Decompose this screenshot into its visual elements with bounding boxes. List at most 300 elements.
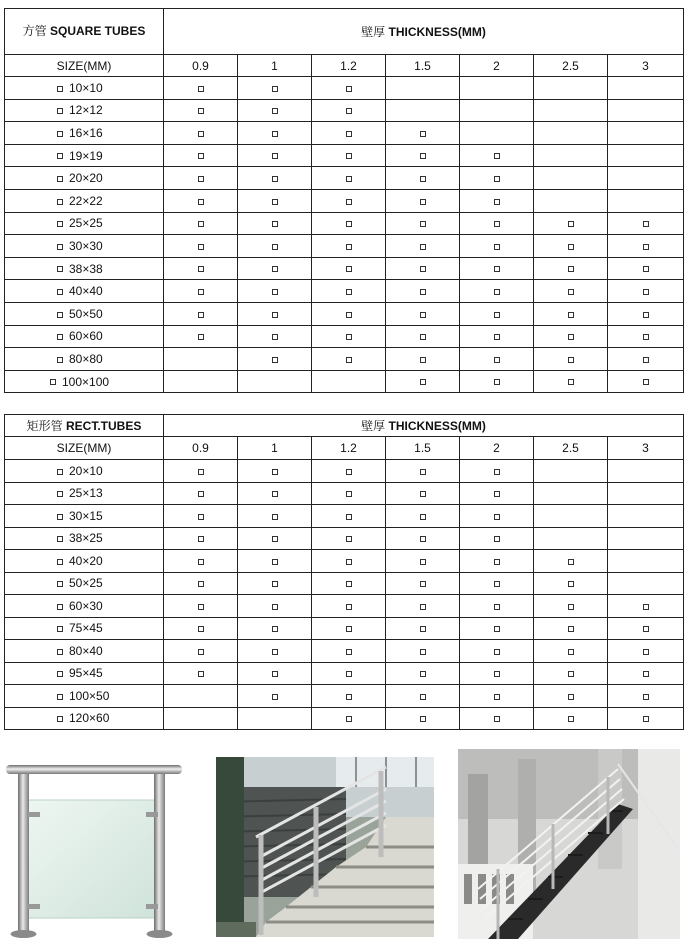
availability-cell: [386, 257, 460, 280]
availability-cell: [238, 640, 312, 663]
size-label: 38×25: [69, 531, 103, 546]
availability-cell: [534, 370, 608, 393]
size-label: 20×20: [69, 171, 103, 186]
checkbox-icon: [568, 357, 574, 363]
glass-railing-photo: [4, 754, 182, 943]
availability-cell: [460, 572, 534, 595]
availability-cell: [386, 527, 460, 550]
availability-cell: [534, 167, 608, 190]
checkbox-icon: [272, 153, 278, 159]
availability-cell: [608, 235, 684, 258]
checkbox-icon: [494, 357, 500, 363]
size-cell: [5, 662, 164, 685]
availability-cell: [164, 550, 238, 573]
size-label: 25×25: [69, 216, 103, 231]
availability-cell: [534, 640, 608, 663]
size-cell: [5, 144, 164, 167]
table-row: [5, 527, 684, 550]
table-row: [5, 617, 684, 640]
table-row: [5, 122, 684, 145]
table-row: [5, 662, 684, 685]
checkbox-icon: [198, 153, 204, 159]
availability-cell: [386, 77, 460, 100]
square-thickness-col-5: 2.5: [534, 55, 608, 77]
availability-cell: [238, 167, 312, 190]
availability-cell: [312, 122, 386, 145]
checkbox-icon: [198, 221, 204, 227]
checkbox-icon: [420, 131, 426, 137]
size-label: 38×38: [69, 261, 103, 276]
availability-cell: [164, 212, 238, 235]
table-row: [5, 505, 684, 528]
availability-cell: [238, 280, 312, 303]
checkbox-icon: [643, 312, 649, 318]
checkbox-icon: [57, 86, 63, 92]
checkbox-icon: [494, 176, 500, 182]
availability-cell: [312, 460, 386, 483]
checkbox-icon: [420, 716, 426, 722]
availability-cell: [386, 460, 460, 483]
checkbox-icon: [643, 334, 649, 340]
checkbox-icon: [272, 131, 278, 137]
checkbox-icon: [346, 108, 352, 114]
checkbox-icon: [198, 289, 204, 295]
checkbox-icon: [198, 244, 204, 250]
size-cell: [5, 302, 164, 325]
rect-thickness-en: THICKNESS(MM): [388, 419, 486, 433]
checkbox-icon: [420, 357, 426, 363]
availability-cell: [608, 482, 684, 505]
availability-cell: [164, 482, 238, 505]
checkbox-icon: [643, 716, 649, 722]
checkbox-icon: [420, 334, 426, 340]
square-tubes-title: [5, 9, 164, 55]
rect-thickness-col-3: 1.5: [386, 437, 460, 460]
availability-cell: [460, 325, 534, 348]
checkbox-icon: [420, 604, 426, 610]
checkbox-icon: [198, 514, 204, 520]
availability-cell: [238, 257, 312, 280]
checkbox-icon: [272, 86, 278, 92]
checkbox-icon: [272, 334, 278, 340]
checkbox-icon: [420, 379, 426, 385]
availability-cell: [164, 460, 238, 483]
square-thickness-col-0: 0.9: [164, 55, 238, 77]
checkbox-icon: [568, 671, 574, 677]
checkbox-icon: [198, 469, 204, 475]
size-label: 60×60: [69, 329, 103, 344]
availability-cell: [386, 482, 460, 505]
checkbox-icon: [494, 266, 500, 272]
availability-cell: [534, 460, 608, 483]
availability-cell: [534, 662, 608, 685]
square-thickness-header: [164, 9, 684, 55]
availability-cell: [164, 167, 238, 190]
availability-cell: [608, 302, 684, 325]
table-row: [5, 595, 684, 618]
checkbox-icon: [494, 491, 500, 497]
size-label: 22×22: [69, 193, 103, 208]
availability-cell: [460, 99, 534, 122]
checkbox-icon: [346, 244, 352, 250]
checkbox-icon: [57, 176, 63, 182]
checkbox-icon: [346, 716, 352, 722]
availability-cell: [164, 527, 238, 550]
availability-cell: [312, 325, 386, 348]
availability-cell: [534, 189, 608, 212]
checkbox-icon: [272, 604, 278, 610]
checkbox-icon: [57, 108, 63, 114]
availability-cell: [312, 77, 386, 100]
checkbox-icon: [494, 334, 500, 340]
checkbox-icon: [57, 694, 63, 700]
checkbox-icon: [643, 244, 649, 250]
checkbox-icon: [494, 153, 500, 159]
availability-cell: [460, 550, 534, 573]
checkbox-icon: [346, 199, 352, 205]
availability-cell: [386, 167, 460, 190]
checkbox-icon: [494, 469, 500, 475]
availability-cell: [386, 302, 460, 325]
availability-cell: [534, 617, 608, 640]
square-thickness-col-1: 1: [238, 55, 312, 77]
checkbox-icon: [198, 312, 204, 318]
checkbox-icon: [420, 626, 426, 632]
availability-cell: [608, 595, 684, 618]
availability-cell: [460, 212, 534, 235]
checkbox-icon: [198, 86, 204, 92]
availability-cell: [164, 325, 238, 348]
checkbox-icon: [568, 626, 574, 632]
availability-cell: [534, 595, 608, 618]
availability-cell: [534, 482, 608, 505]
availability-cell: [608, 527, 684, 550]
size-cell: [5, 122, 164, 145]
availability-cell: [608, 167, 684, 190]
size-cell: [5, 707, 164, 730]
checkbox-icon: [198, 176, 204, 182]
availability-cell: [386, 685, 460, 708]
checkbox-icon: [420, 176, 426, 182]
availability-cell: [534, 302, 608, 325]
availability-cell: [312, 348, 386, 371]
availability-cell: [386, 707, 460, 730]
size-label: 75×45: [69, 621, 103, 636]
checkbox-icon: [57, 671, 63, 677]
size-label: 12×12: [69, 103, 103, 118]
availability-cell: [608, 640, 684, 663]
checkbox-icon: [198, 559, 204, 565]
availability-cell: [238, 348, 312, 371]
checkbox-icon: [420, 289, 426, 295]
availability-cell: [238, 77, 312, 100]
checkbox-icon: [272, 694, 278, 700]
availability-cell: [386, 662, 460, 685]
availability-cell: [164, 77, 238, 100]
checkbox-icon: [420, 221, 426, 227]
availability-cell: [312, 167, 386, 190]
checkbox-icon: [346, 312, 352, 318]
availability-cell: [460, 280, 534, 303]
checkbox-icon: [272, 649, 278, 655]
size-label: 30×15: [69, 508, 103, 523]
square-thickness-col-6: 3: [608, 55, 684, 77]
checkbox-icon: [198, 626, 204, 632]
checkbox-icon: [568, 289, 574, 295]
checkbox-icon: [272, 108, 278, 114]
availability-cell: [386, 550, 460, 573]
availability-cell: [534, 144, 608, 167]
availability-cell: [608, 685, 684, 708]
table-row: [5, 167, 684, 190]
table-row: [5, 77, 684, 100]
size-cell: [5, 167, 164, 190]
availability-cell: [608, 189, 684, 212]
availability-cell: [312, 527, 386, 550]
availability-cell: [460, 370, 534, 393]
availability-cell: [312, 482, 386, 505]
availability-cell: [534, 280, 608, 303]
availability-cell: [386, 370, 460, 393]
checkbox-icon: [568, 312, 574, 318]
size-label: 95×45: [69, 666, 103, 681]
size-label: 80×40: [69, 643, 103, 658]
table-row: [5, 99, 684, 122]
checkbox-icon: [57, 559, 63, 565]
checkbox-icon: [346, 131, 352, 137]
availability-cell: [238, 122, 312, 145]
availability-cell: [608, 122, 684, 145]
availability-cell: [164, 685, 238, 708]
availability-cell: [164, 280, 238, 303]
availability-cell: [608, 325, 684, 348]
checkbox-icon: [643, 289, 649, 295]
size-label: 20×10: [69, 463, 103, 478]
checkbox-icon: [494, 244, 500, 250]
size-label: 100×50: [69, 688, 110, 703]
size-cell: [5, 640, 164, 663]
size-label: 16×16: [69, 125, 103, 140]
availability-cell: [312, 212, 386, 235]
rect-title-cn: 矩形管: [26, 419, 63, 433]
availability-cell: [608, 617, 684, 640]
availability-cell: [312, 99, 386, 122]
table-row: [5, 707, 684, 730]
availability-cell: [164, 595, 238, 618]
table-row: [5, 144, 684, 167]
rect-tubes-table: [4, 414, 684, 730]
size-cell: [5, 572, 164, 595]
availability-cell: [164, 572, 238, 595]
availability-cell: [608, 662, 684, 685]
availability-cell: [312, 280, 386, 303]
checkbox-icon: [420, 491, 426, 497]
square-thickness-col-4: 2: [460, 55, 534, 77]
checkbox-icon: [346, 514, 352, 520]
rect-thickness-col-6: 3: [608, 437, 684, 460]
availability-cell: [164, 707, 238, 730]
availability-cell: [164, 122, 238, 145]
availability-cell: [534, 77, 608, 100]
availability-cell: [386, 280, 460, 303]
availability-cell: [312, 257, 386, 280]
checkbox-icon: [420, 153, 426, 159]
rect-thickness-col-0: 0.9: [164, 437, 238, 460]
availability-cell: [534, 550, 608, 573]
checkbox-icon: [198, 131, 204, 137]
checkbox-icon: [346, 649, 352, 655]
table-row: [5, 482, 684, 505]
checkbox-icon: [420, 581, 426, 587]
checkbox-icon: [272, 536, 278, 542]
availability-cell: [460, 595, 534, 618]
availability-cell: [386, 617, 460, 640]
checkbox-icon: [198, 108, 204, 114]
size-label: 19×19: [69, 148, 103, 163]
checkbox-icon: [57, 199, 63, 205]
size-cell: [5, 235, 164, 258]
checkbox-icon: [272, 176, 278, 182]
checkbox-icon: [494, 536, 500, 542]
availability-cell: [386, 99, 460, 122]
checkbox-icon: [272, 244, 278, 250]
checkbox-icon: [57, 626, 63, 632]
availability-cell: [534, 122, 608, 145]
availability-cell: [460, 505, 534, 528]
availability-cell: [312, 572, 386, 595]
size-cell: [5, 505, 164, 528]
table-row: [5, 460, 684, 483]
availability-cell: [164, 302, 238, 325]
availability-cell: [312, 235, 386, 258]
availability-cell: [238, 235, 312, 258]
checkbox-icon: [346, 671, 352, 677]
checkbox-icon: [57, 266, 63, 272]
checkbox-icon: [272, 559, 278, 565]
checkbox-icon: [494, 581, 500, 587]
checkbox-icon: [198, 334, 204, 340]
checkbox-icon: [272, 671, 278, 677]
checkbox-icon: [420, 244, 426, 250]
checkbox-icon: [643, 604, 649, 610]
availability-cell: [534, 707, 608, 730]
availability-cell: [608, 707, 684, 730]
availability-cell: [238, 99, 312, 122]
checkbox-icon: [346, 626, 352, 632]
checkbox-icon: [198, 199, 204, 205]
availability-cell: [238, 572, 312, 595]
checkbox-icon: [568, 649, 574, 655]
checkbox-icon: [494, 559, 500, 565]
size-cell: [5, 617, 164, 640]
checkbox-icon: [643, 626, 649, 632]
availability-cell: [608, 505, 684, 528]
availability-cell: [238, 685, 312, 708]
availability-cell: [460, 707, 534, 730]
checkbox-icon: [420, 694, 426, 700]
rect-thickness-col-5: 2.5: [534, 437, 608, 460]
checkbox-icon: [420, 312, 426, 318]
availability-cell: [386, 348, 460, 371]
size-label: 100×100: [62, 374, 110, 389]
square-thickness-cn: 壁厚: [361, 25, 386, 39]
availability-cell: [238, 370, 312, 393]
checkbox-icon: [272, 581, 278, 587]
checkbox-icon: [643, 266, 649, 272]
table-row: [5, 189, 684, 212]
size-cell: [5, 280, 164, 303]
rect-title-en: RECT.TUBES: [66, 419, 142, 433]
availability-cell: [534, 212, 608, 235]
product-photos: [0, 748, 685, 943]
availability-cell: [460, 189, 534, 212]
availability-cell: [312, 662, 386, 685]
availability-cell: [608, 460, 684, 483]
checkbox-icon: [494, 604, 500, 610]
size-cell: [5, 460, 164, 483]
availability-cell: [312, 640, 386, 663]
availability-cell: [386, 235, 460, 258]
availability-cell: [312, 302, 386, 325]
availability-cell: [164, 144, 238, 167]
checkbox-icon: [57, 716, 63, 722]
checkbox-icon: [568, 559, 574, 565]
checkbox-icon: [568, 334, 574, 340]
checkbox-icon: [346, 176, 352, 182]
availability-cell: [460, 167, 534, 190]
size-label: 10×10: [69, 80, 103, 95]
availability-cell: [608, 348, 684, 371]
rect-thickness-col-4: 2: [460, 437, 534, 460]
checkbox-icon: [346, 559, 352, 565]
rect-thickness-col-1: 1: [238, 437, 312, 460]
checkbox-icon: [568, 379, 574, 385]
availability-cell: [238, 505, 312, 528]
checkbox-icon: [494, 626, 500, 632]
checkbox-icon: [57, 312, 63, 318]
checkbox-icon: [494, 694, 500, 700]
availability-cell: [312, 707, 386, 730]
availability-cell: [608, 77, 684, 100]
checkbox-icon: [272, 199, 278, 205]
checkbox-icon: [643, 379, 649, 385]
availability-cell: [238, 302, 312, 325]
checkbox-icon: [272, 514, 278, 520]
size-label: 60×30: [69, 598, 103, 613]
checkbox-icon: [57, 649, 63, 655]
checkbox-icon: [420, 469, 426, 475]
checkbox-icon: [494, 514, 500, 520]
checkbox-icon: [57, 469, 63, 475]
availability-cell: [238, 707, 312, 730]
size-label: 25×13: [69, 486, 103, 501]
checkbox-icon: [346, 469, 352, 475]
availability-cell: [460, 617, 534, 640]
availability-cell: [312, 685, 386, 708]
checkbox-icon: [420, 199, 426, 205]
checkbox-icon: [346, 694, 352, 700]
availability-cell: [238, 460, 312, 483]
checkbox-icon: [346, 266, 352, 272]
availability-cell: [608, 550, 684, 573]
checkbox-icon: [57, 357, 63, 363]
checkbox-icon: [346, 289, 352, 295]
checkbox-icon: [198, 671, 204, 677]
size-cell: [5, 482, 164, 505]
checkbox-icon: [198, 581, 204, 587]
checkbox-icon: [346, 334, 352, 340]
availability-cell: [238, 550, 312, 573]
